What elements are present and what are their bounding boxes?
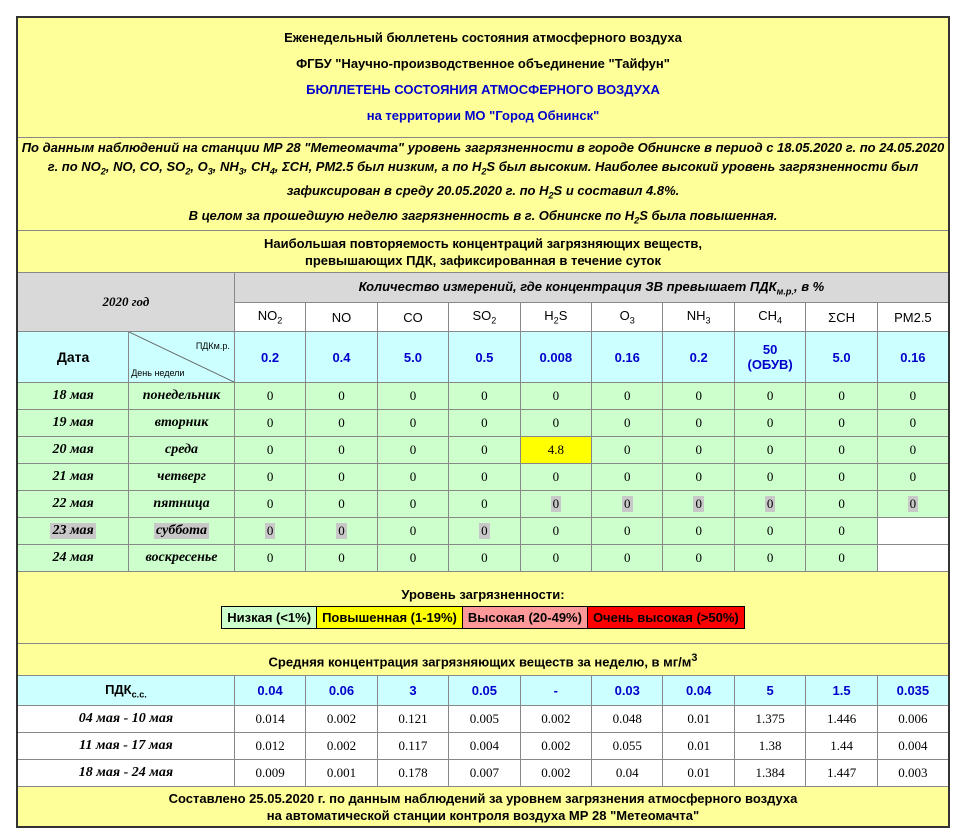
cell-value: 0 [806, 464, 877, 491]
pollutant-header [877, 303, 949, 332]
weekly-value: 0.002 [520, 733, 591, 760]
pdk-ss-value: 0.04 [234, 676, 305, 706]
pollutant-subscript: 3 [629, 316, 635, 327]
cell-value: 0 [663, 545, 734, 572]
pdk-ss-value: - [520, 676, 591, 706]
date-column-label: Дата [17, 332, 129, 383]
subscript: 2 [185, 166, 191, 177]
cell-value: 0 [306, 545, 377, 572]
header-line-1: Еженедельный бюллетень состояния атмосферного воздуха [284, 30, 682, 46]
cell-value: 4.8 [520, 437, 591, 464]
cell-value [877, 518, 949, 545]
cell-value: 0 [449, 437, 520, 464]
pdk-mr-value: 50 (ОБУВ) [734, 332, 805, 383]
cell-value: 0 [377, 464, 448, 491]
pollutant-header [449, 303, 520, 332]
pollutant-header [592, 303, 663, 332]
diagonal-bottom-label: День недели [131, 368, 185, 379]
header-line-2: ФГБУ "Научно-производственное объединение "Тайфун" [296, 56, 670, 72]
cell-value: 0 [877, 383, 949, 410]
cell-value-text: 0 [481, 523, 488, 539]
cell-value: 0 [806, 437, 877, 464]
cell-value: 0 [520, 518, 591, 545]
summary-p1-part: По данным наблюдений на станции МР 28 "Метеомачта" уровень загрязненности в городе Обнинске в период с 18.05.2020 г. по 24.05.2020 г. по NO [21, 139, 945, 174]
weekly-value: 1.446 [806, 706, 877, 733]
subscript: 2 [100, 166, 106, 177]
daily-row [17, 545, 949, 572]
week-period: 04 мая - 10 мая [17, 706, 234, 733]
pollutant-header [806, 303, 877, 332]
cell-value: 0 [520, 464, 591, 491]
summary-paragraph-2 [18, 206, 948, 231]
cell-value-text: 0 [552, 496, 560, 512]
pollutant-subscript: 4 [776, 316, 783, 327]
weekly-value: 0.005 [449, 706, 520, 733]
weekly-value: 1.44 [806, 733, 877, 760]
legend-item: Очень высокая (>50%) [587, 607, 744, 629]
weekly-value: 0.002 [306, 733, 377, 760]
cell-value: 0 [449, 491, 520, 518]
cell-value [449, 518, 520, 545]
legend-table [221, 606, 745, 629]
subscript: 3 [238, 166, 244, 177]
cell-value: 0 [306, 464, 377, 491]
cell-value-text: 0 [266, 523, 274, 539]
row-date: 20 мая [17, 437, 129, 464]
cell-value: 0 [234, 491, 305, 518]
weekly-rows [17, 706, 949, 787]
pollutant-name: CO [403, 309, 423, 325]
summary-p1-part: , ΣCH, PM2.5 был низким, а по H [274, 158, 482, 174]
pdk-mr-value: 5.0 [806, 332, 877, 383]
pollutant-header [234, 303, 305, 332]
legend-item: Низкая (<1%) [222, 607, 317, 629]
cell-value: 0 [520, 410, 591, 437]
cell-value: 0 [592, 464, 663, 491]
cell-value: 0 [877, 437, 949, 464]
weekly-value: 0.048 [592, 706, 663, 733]
cell-value: 0 [592, 383, 663, 410]
cell-value [592, 491, 663, 518]
pdk-mr-value: 0.16 [877, 332, 949, 383]
weekly-value: 1.38 [734, 733, 805, 760]
row-date-text: 23 мая [52, 523, 94, 539]
pdk-ss-value: 0.035 [877, 676, 949, 706]
subscript: 2 [634, 215, 640, 226]
pdk-ss-label [17, 676, 234, 706]
cell-value-text: 0 [695, 496, 702, 512]
pollutant-name: H [544, 308, 554, 324]
summary-p1-part: , NO, CO, SO [105, 158, 186, 174]
section2-title-sup: 3 [691, 651, 698, 664]
cell-value: 0 [234, 410, 305, 437]
cell-value: 0 [306, 437, 377, 464]
weekly-value: 0.01 [663, 760, 734, 787]
cell-value: 0 [734, 464, 805, 491]
legend-item: Повышенная (1-19%) [317, 607, 463, 629]
pollutant-subscript: 2 [277, 316, 283, 327]
pdk-mr-value: 5.0 [377, 332, 448, 383]
cell-value [234, 518, 305, 545]
cell-value: 0 [663, 464, 734, 491]
summary-p1-part: , O [190, 158, 208, 174]
cell-value: 0 [734, 437, 805, 464]
subscript: 3 [207, 166, 213, 177]
cell-value: 0 [306, 410, 377, 437]
cell-value-text: 0 [338, 523, 345, 539]
weekly-value: 0.006 [877, 706, 949, 733]
weekly-value: 0.01 [663, 733, 734, 760]
row-date: 22 мая [17, 491, 129, 518]
cell-value: 0 [877, 410, 949, 437]
weekly-value: 0.01 [663, 706, 734, 733]
weekly-value: 0.002 [520, 706, 591, 733]
count-title-unit: , в % [793, 278, 825, 294]
diagonal-top-label: ПДКм.р. [195, 341, 230, 352]
footer-line-1: Составлено 25.05.2020 г. по данным наблюдений за уровнем загрязнения атмосферного воздуха [168, 790, 798, 806]
pdk-ss-value: 3 [377, 676, 448, 706]
pdk-ss-value: 0.04 [663, 676, 734, 706]
row-date: 18 мая [17, 383, 129, 410]
pollutant-name: PM2.5 [894, 309, 932, 325]
summary-paragraph-1 [18, 138, 948, 206]
subscript: 2 [481, 166, 487, 177]
pollutant-header [520, 303, 591, 332]
row-weekday: пятница [129, 491, 235, 518]
cell-value: 0 [377, 383, 448, 410]
row-weekday: вторник [129, 410, 235, 437]
pollutant-name: O [619, 308, 630, 324]
pollutant-name-tail: S [558, 308, 568, 324]
row-weekday: понедельник [129, 383, 235, 410]
cell-value [663, 491, 734, 518]
row-weekday: среда [129, 437, 235, 464]
weekly-value: 0.004 [877, 733, 949, 760]
footer-line-2: на автоматической станции контроля воздуха МР 28 "Метеомачта" [266, 807, 700, 823]
cell-value [877, 545, 949, 572]
cell-value: 0 [449, 545, 520, 572]
summary-p1-part: S и составил 4.8%. [553, 183, 680, 199]
weekly-value: 0.055 [592, 733, 663, 760]
count-title [234, 273, 949, 303]
pollutant-name: NH [686, 308, 706, 324]
cell-value: 0 [377, 518, 448, 545]
pdk-mr-value: 0.5 [449, 332, 520, 383]
pollutant-name: NO [257, 308, 278, 324]
cell-value [520, 491, 591, 518]
cell-value [877, 491, 949, 518]
cell-value: 0 [806, 383, 877, 410]
cell-value: 0 [306, 491, 377, 518]
cell-value: 0 [234, 464, 305, 491]
header-line-4: на территории МО "Город Обнинск" [366, 108, 600, 124]
weekly-value: 0.001 [306, 760, 377, 787]
row-date: 21 мая [17, 464, 129, 491]
pdk-mr-value: 0.2 [663, 332, 734, 383]
subscript: 4 [269, 166, 275, 177]
pdk-ss-row [17, 676, 949, 706]
pollutant-subscript: 2 [491, 316, 497, 327]
summary-p1-part: S был высоким. Наиболее высокий уровень загрязненности был зафиксирован в среду 20.05.2020 г. по H [286, 158, 919, 199]
weekly-value: 0.178 [377, 760, 448, 787]
cell-value: 0 [663, 410, 734, 437]
weekly-value: 1.384 [734, 760, 805, 787]
weekly-value: 0.002 [306, 706, 377, 733]
section1-title [17, 231, 949, 273]
count-title-sub: м.р. [776, 286, 794, 297]
cell-value [306, 518, 377, 545]
cell-value: 0 [520, 383, 591, 410]
year-label: 2020 год [17, 273, 234, 332]
cell-value-text: 0 [624, 496, 631, 512]
cell-value: 0 [877, 464, 949, 491]
weekly-value: 0.009 [234, 760, 305, 787]
cell-value: 0 [592, 437, 663, 464]
weekly-value: 0.117 [377, 733, 448, 760]
week-period: 18 мая - 24 мая [17, 760, 234, 787]
row-weekday-text: суббота [156, 523, 208, 539]
pollutant-subscript: 3 [705, 316, 711, 327]
pollutant-name: NO [331, 309, 352, 325]
summary-p1-part: , NH [212, 158, 239, 174]
week-period: 11 мая - 17 мая [17, 733, 234, 760]
cell-value: 0 [306, 383, 377, 410]
pollutant-name: SO [472, 308, 492, 324]
pdk-mr-value: 0.16 [592, 332, 663, 383]
cell-value: 0 [734, 383, 805, 410]
header-line-3: БЮЛЛЕТЕНЬ СОСТОЯНИЯ АТМОСФЕРНОГО ВОЗДУХА [306, 82, 660, 98]
daily-rows [17, 383, 949, 572]
cell-value-text: 0 [909, 496, 917, 512]
pdk-mr-value: 0.2 [234, 332, 305, 383]
cell-value: 0 [592, 545, 663, 572]
cell-value: 0 [663, 437, 734, 464]
row-weekday: четверг [129, 464, 235, 491]
cell-value: 0 [377, 410, 448, 437]
weekly-row [17, 706, 949, 733]
cell-value: 0 [377, 545, 448, 572]
cell-value: 0 [449, 410, 520, 437]
cell-value: 0 [377, 437, 448, 464]
pollutant-header [663, 303, 734, 332]
pollutant-header [306, 303, 377, 332]
section1-title-line-2: превышающих ПДК, зафиксированная в течение суток [305, 252, 661, 268]
cell-value: 0 [377, 491, 448, 518]
section1-title-line-1: Наибольшая повторяемость концентраций загрязняющих веществ, [263, 235, 703, 251]
bulletin-table [16, 16, 950, 828]
daily-row [17, 518, 949, 545]
weekly-row [17, 733, 949, 760]
weekly-value: 0.121 [377, 706, 448, 733]
weekly-value: 0.012 [234, 733, 305, 760]
cell-value: 0 [592, 518, 663, 545]
footer [17, 787, 949, 827]
weekly-value: 1.447 [806, 760, 877, 787]
pdk-ss-label-sub: с.с. [131, 689, 147, 700]
weekly-value: 0.004 [449, 733, 520, 760]
count-title-text: Количество измерений, где концентрация ЗВ превышает ПДК [358, 278, 777, 294]
summary-p2-part: В целом за прошедшую неделю загрязненность в г. Обнинске по H [188, 207, 635, 223]
row-date: 19 мая [17, 410, 129, 437]
pdk-mr-row [17, 332, 949, 383]
pollutant-subscript: 2 [553, 316, 559, 327]
weekly-value: 0.014 [234, 706, 305, 733]
summary-p2-part: S была повышенная. [639, 207, 778, 223]
cell-value: 0 [806, 518, 877, 545]
cell-value: 0 [234, 545, 305, 572]
pdk-ss-value: 1.5 [806, 676, 877, 706]
weekly-row [17, 760, 949, 787]
section2-title-text: Средняя концентрация загрязняющих веществ за неделю, в мг/м [268, 653, 692, 669]
cell-value: 0 [663, 518, 734, 545]
cell-value: 0 [806, 410, 877, 437]
cell-value [734, 491, 805, 518]
summary-p1-part: , CH [243, 158, 270, 174]
cell-value: 0 [806, 491, 877, 518]
pdk-ss-value: 5 [734, 676, 805, 706]
cell-value: 0 [734, 518, 805, 545]
cell-value: 0 [734, 545, 805, 572]
daily-row [17, 464, 949, 491]
cell-value: 0 [734, 410, 805, 437]
pollutant-name: ΣCH [828, 309, 855, 325]
section2-title [17, 644, 949, 676]
pdk-ss-value: 0.05 [449, 676, 520, 706]
weekly-value: 1.375 [734, 706, 805, 733]
cell-value: 0 [449, 464, 520, 491]
cell-value: 0 [449, 383, 520, 410]
weekly-value: 0.002 [520, 760, 591, 787]
pollutant-name: CH [758, 308, 777, 324]
pdk-ss-value: 0.03 [592, 676, 663, 706]
subscript: 2 [548, 190, 554, 201]
weekly-value: 0.04 [592, 760, 663, 787]
pdk-ss-label-text: ПДК [105, 681, 132, 697]
row-weekday: воскресенье [129, 545, 235, 572]
cell-value-text: 0 [766, 496, 774, 512]
daily-row [17, 383, 949, 410]
cell-value: 0 [663, 383, 734, 410]
daily-row [17, 491, 949, 518]
summary-text [17, 137, 949, 231]
cell-value: 0 [806, 545, 877, 572]
legend-item: Высокая (20-49%) [462, 607, 587, 629]
daily-row [17, 410, 949, 437]
row-date: 24 мая [17, 545, 129, 572]
bulletin-header [17, 17, 949, 137]
pdk-ss-value: 0.06 [306, 676, 377, 706]
row-date [17, 518, 129, 545]
daily-row [17, 437, 949, 464]
diagonal-header-cell [129, 332, 235, 383]
row-weekday [129, 518, 235, 545]
legend-block [17, 572, 949, 644]
cell-value: 0 [234, 437, 305, 464]
weekly-value: 0.007 [449, 760, 520, 787]
legend-title: Уровень загрязненности: [401, 587, 565, 603]
cell-value: 0 [520, 545, 591, 572]
cell-value: 0 [234, 383, 305, 410]
pollutant-header [734, 303, 805, 332]
pdk-mr-value: 0.4 [306, 332, 377, 383]
cell-value: 0 [592, 410, 663, 437]
weekly-value: 0.003 [877, 760, 949, 787]
pollutant-header [377, 303, 448, 332]
pdk-mr-value: 0.008 [520, 332, 591, 383]
